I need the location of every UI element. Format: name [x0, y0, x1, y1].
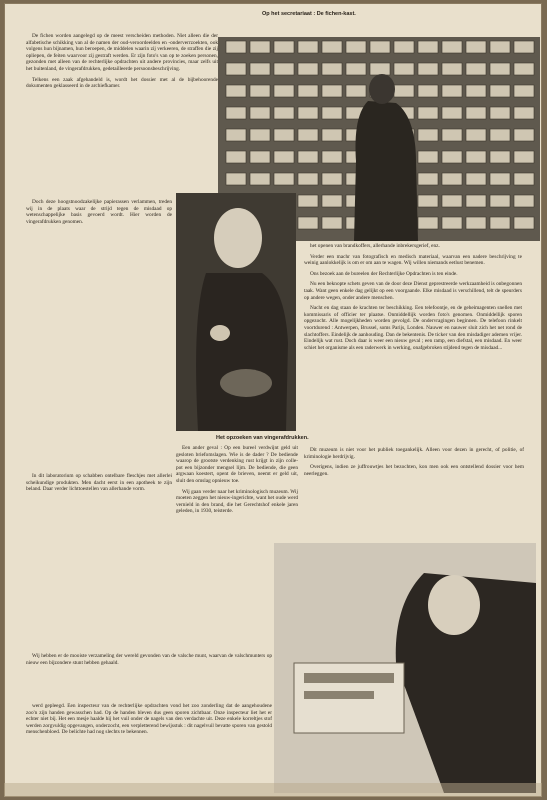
magazine-page: [4, 3, 542, 797]
column-museum-text: [26, 653, 272, 693]
column-bottom-left: [26, 703, 272, 783]
caption-fiche-cabinet: Op het secretariaat : De fichen-kast.: [262, 11, 356, 17]
paragraph: Dit muzeum is niet voor het publiek toegankelijk. Alleen voor dezen in gerecht, of politie, of kriminologie herdrijvig.: [304, 447, 524, 460]
photo-museum: [274, 543, 536, 793]
paragraph: Nacht en dag staan de krachten ter beschikking. Een telefoontje, en de geheimagenten snellen met kommissaris of officier ter plaatse. Onmiddellijk worden foto's genomen. Onmiddellijk sporen opgezocht. Alle mogelijkheden worden gevolgd. De ondervragingen beginnen. De telefoon rinkelt voortdurend : Antwerpen, Brussel, soms Parijs, Londen. Nauwer en nauwer sluit zich het net rond de slachtoffers. Eindelijk de aanhouding. Dan de bekentenis. De ticker van den misdadiger ademen vrijer. Eindelijk wat rust. Doch daar is weer een nieuw geval ; een ramp, een diefstal, een misdaad. En weer schiet het organisme als een raderwerk in werking, onafgebroken stijdend tegen de misdaad...: [304, 305, 522, 351]
page-stain: [4, 783, 542, 797]
paragraph: Een ander geval : Op een bureel verdwijnt geld uit gesloten briefomslagen. Wie is de dader ? De bediende waarop de grootste verdenking rust krijgt in zijn colle-pot een bijzonder mengsel lijm. De bediende, die geen argwaan koestert, opent de brieven, neemt er geld uit, sluit den omslag opnieuw toe.: [176, 445, 298, 484]
paragraph: Overigens, indien ze juffrouwtjes het bezochten, kon men ook een ontstellend dossier voor hem neerleggen.: [304, 464, 524, 477]
museum-image: [274, 543, 536, 793]
paragraph: Ons bezoek aan de bureelen der Rechterlijke Opdrachten is ten einde.: [310, 270, 458, 277]
paragraph: Doch deze hoogstnoodzakelijke papierassen verlammen, treden wij in de plaats waar de strijd tegen de misdaad op wetenschappelijke basis gevoerd wordt. Hier worden de vingerafdrukken genomen.: [26, 199, 172, 225]
paragraph: het openen van brandkoffers, allerhande inbrekersgerief, enz.: [310, 243, 440, 249]
paragraph: Nu een beknopte schets geven van de door deze Dienst geprestreerde werkzaamheid is onbegonnen taak. Want geen enkele dag gelijkt op een voorgaande. Elke misdaad is verschillend, telt de speurders op andere wegen, onder andere menschen.: [304, 281, 522, 301]
column-top-left: [26, 33, 218, 183]
column-right: [304, 243, 522, 443]
paragraph: Telkens een zaak afgehandeld is, wordt het dossier met al de bijbehoorende dokumenten geklasseerd in de archiefkamer.: [26, 76, 218, 90]
column-lower-left: [26, 473, 172, 643]
fingerprint-image: [176, 193, 296, 431]
paragraph: Wij gaan verder naar het kriminologisch muzeum. Wij moeten zeggen het nieuw-ingerichte, want het oude werd vernield in den brand, die het Gerechtshof enkele jaren geleden, in 1930, teisterde.: [176, 488, 298, 515]
paragraph: In dit laboratorium op schabben ontelbare fleschjes met allerlei scheikundige produkten. Men dacht eerst in een apotheek te zijn beland. Daar verder lichttoestellen van allerhande vorm.: [26, 473, 172, 493]
photo-fingerprint-search: [176, 193, 296, 431]
column-right-lower: [304, 447, 524, 543]
paragraph: werd gepleegd. Een inspecteur van de rechterlijke opdrachten vond het zoo zonderling dat de aangehoudene zoo'n zijn handen gewasschen had. Op de handen bleven dus geen sporen zichtbaar. Onze inspecteur liet het er echter niet bij. Het een mesje haalde hij het vuil onder de nagels van den verdachte uit. Deze enkele korreltjes stof werden zorgvuldig opgevangen, onderzocht, een verpletterend bewijsstuk : dit nagelvuil bevatte sporen van gestold menschenbloed. De belichte had nog slechts te bekennen.: [26, 703, 272, 736]
paragraph: Wij hebben er de mooiste verzameling der wereld gevonden van de valsche munt, waarvan de valschmunters op nieuw een bijzondere stunt hebben gehaald.: [26, 653, 272, 666]
caption-fingerprint: Het opzoeken van vingerafdrukken.: [216, 435, 309, 441]
column-mid-left: [26, 199, 172, 443]
paragraph: Verder een machr van fotografisch en medisch materiaal, waarvan een nadere beschrijving te weinig aanlokkelijk is om er om aan te wagen. Wij willen niemands eetlust benemen.: [304, 253, 522, 267]
paragraph: De fichen worden aangelegd op de meest verscheiden methoden. Niet alleen die der alfabetische schikking van al de namen der oud-veroordeelden en -onderverrzoekten, ook volgens hun bijnamen, hun beroepen, de middelen waarin zij verkeeren, de straffen die zij opliepen, de feiten waarvoor zij gestraft werden. Er zijn foto's van op te zoeken personen, gezonden met alleen van de rechterlijke opdrachten uit andere provincies, maar zelfs uit het buitenland, de vingerafdrukken, gedetailleerde persoonsbeschrijving.: [26, 33, 218, 72]
